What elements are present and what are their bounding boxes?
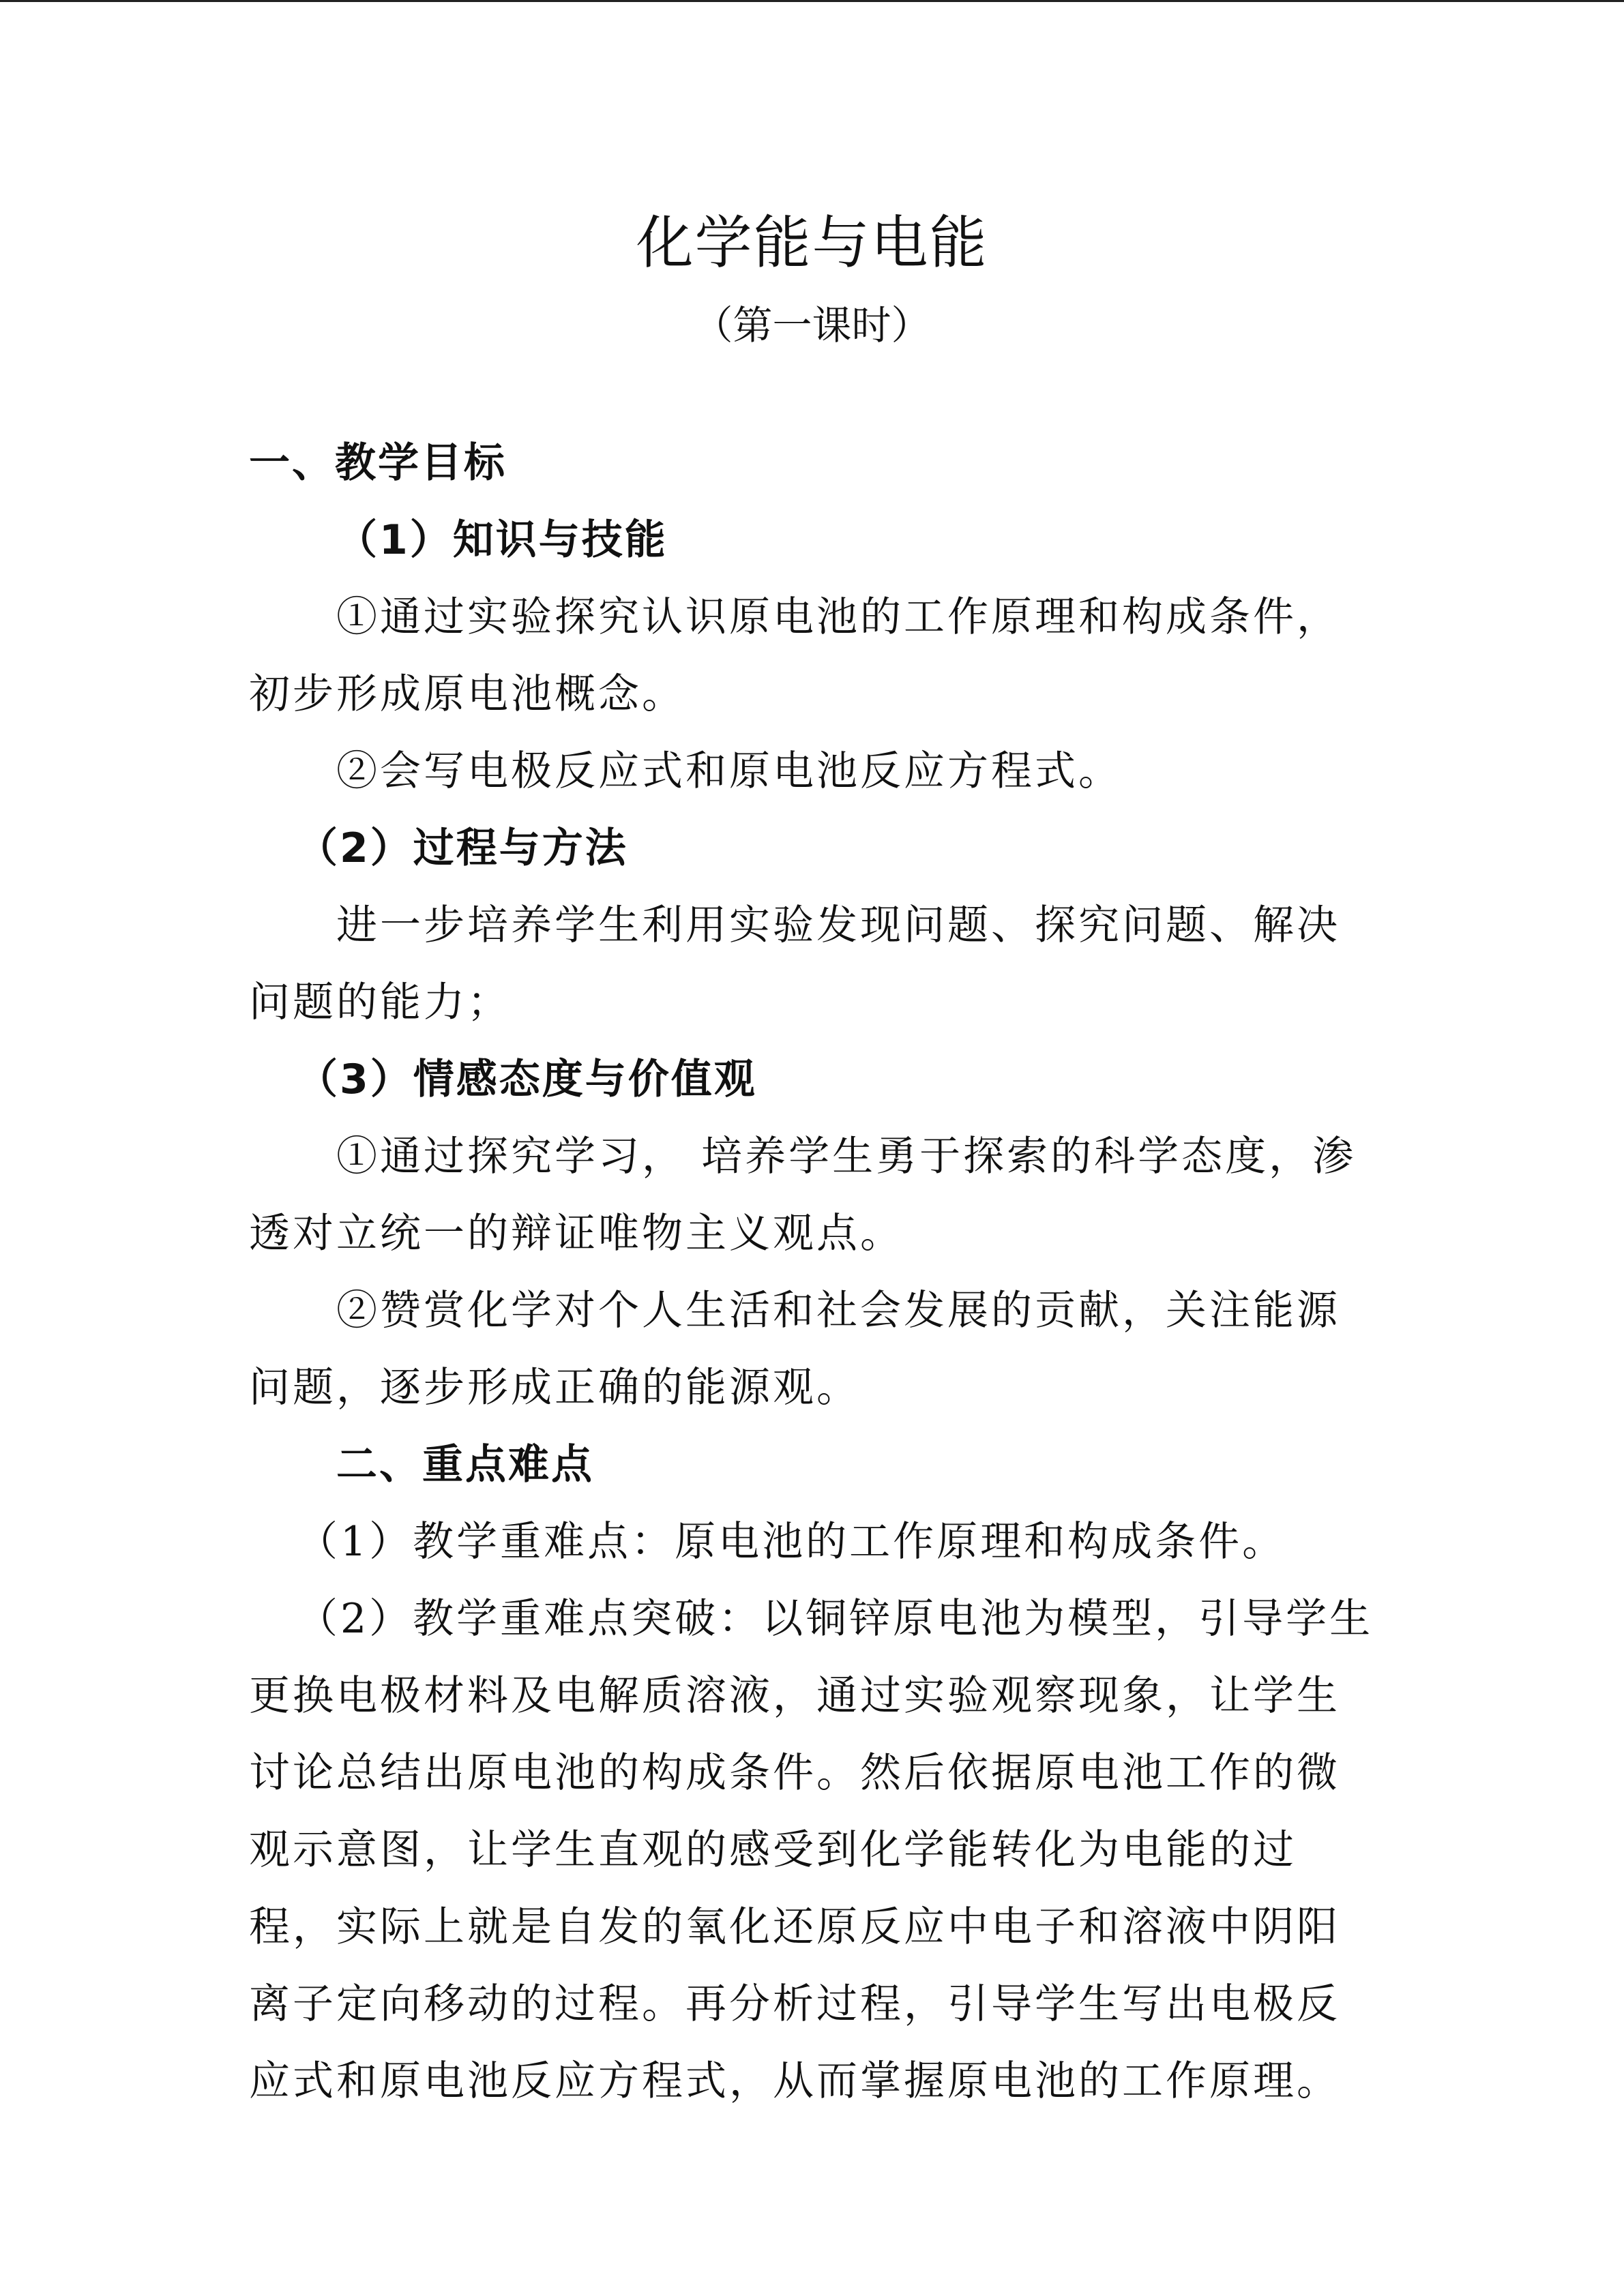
- paragraph-line: 透对立统一的辩证唯物主义观点。: [249, 1210, 904, 1257]
- document-title: 化学能与电能: [636, 209, 988, 276]
- paragraph-line: 初步形成原电池概念。: [249, 670, 685, 718]
- paragraph-line: （2）教学重难点突破：以铜锌原电池为模型，引导学生: [297, 1595, 1374, 1643]
- paragraph-line: 应式和原电池反应方程式，从而掌握原电池的工作原理。: [249, 2057, 1340, 2105]
- paragraph-line: ②会写电极反应式和原电池反应方程式。: [336, 747, 1122, 795]
- subsection-heading-attitude: （3）情感态度与价值观: [297, 1056, 757, 1103]
- paragraph-line: 离子定向移动的过程。再分析过程，引导学生写出电极反: [249, 1980, 1340, 2028]
- paragraph-line: 程，实际上就是自发的氧化还原反应中电子和溶液中阴阳: [249, 1903, 1340, 1951]
- section-heading-key-points: 二、重点难点: [336, 1441, 594, 1489]
- paragraph-line: ①通过探究学习， 培养学生勇于探索的科学态度，渗: [336, 1133, 1357, 1180]
- paragraph-line: 观示意图，让学生直观的感受到化学能转化为电能的过: [249, 1826, 1297, 1874]
- paragraph-line: ②赞赏化学对个人生活和社会发展的贡献，关注能源: [336, 1287, 1340, 1335]
- document-subtitle: （第一课时）: [693, 302, 931, 348]
- paragraph-line: 问题，逐步形成正确的能源观。: [249, 1364, 860, 1412]
- subsection-heading-process: （2）过程与方法: [297, 824, 628, 872]
- paragraph-line: 更换电极材料及电解质溶液，通过实验观察现象，让学生: [249, 1672, 1340, 1720]
- paragraph-line: （1）教学重难点：原电池的工作原理和构成条件。: [297, 1518, 1286, 1566]
- subsection-heading-knowledge: （1）知识与技能: [336, 516, 668, 564]
- paragraph-line: 进一步培养学生利用实验发现问题、探究问题、解决: [336, 901, 1340, 949]
- paragraph-line: 讨论总结出原电池的构成条件。然后依据原电池工作的微: [249, 1749, 1340, 1797]
- document-body: [249, 425, 1381, 2120]
- section-heading-objectives: 一、教学目标: [249, 439, 507, 487]
- paragraph-line: ①通过实验探究认识原电池的工作原理和构成条件，: [336, 593, 1340, 641]
- paragraph-line: 问题的能力；: [249, 979, 511, 1026]
